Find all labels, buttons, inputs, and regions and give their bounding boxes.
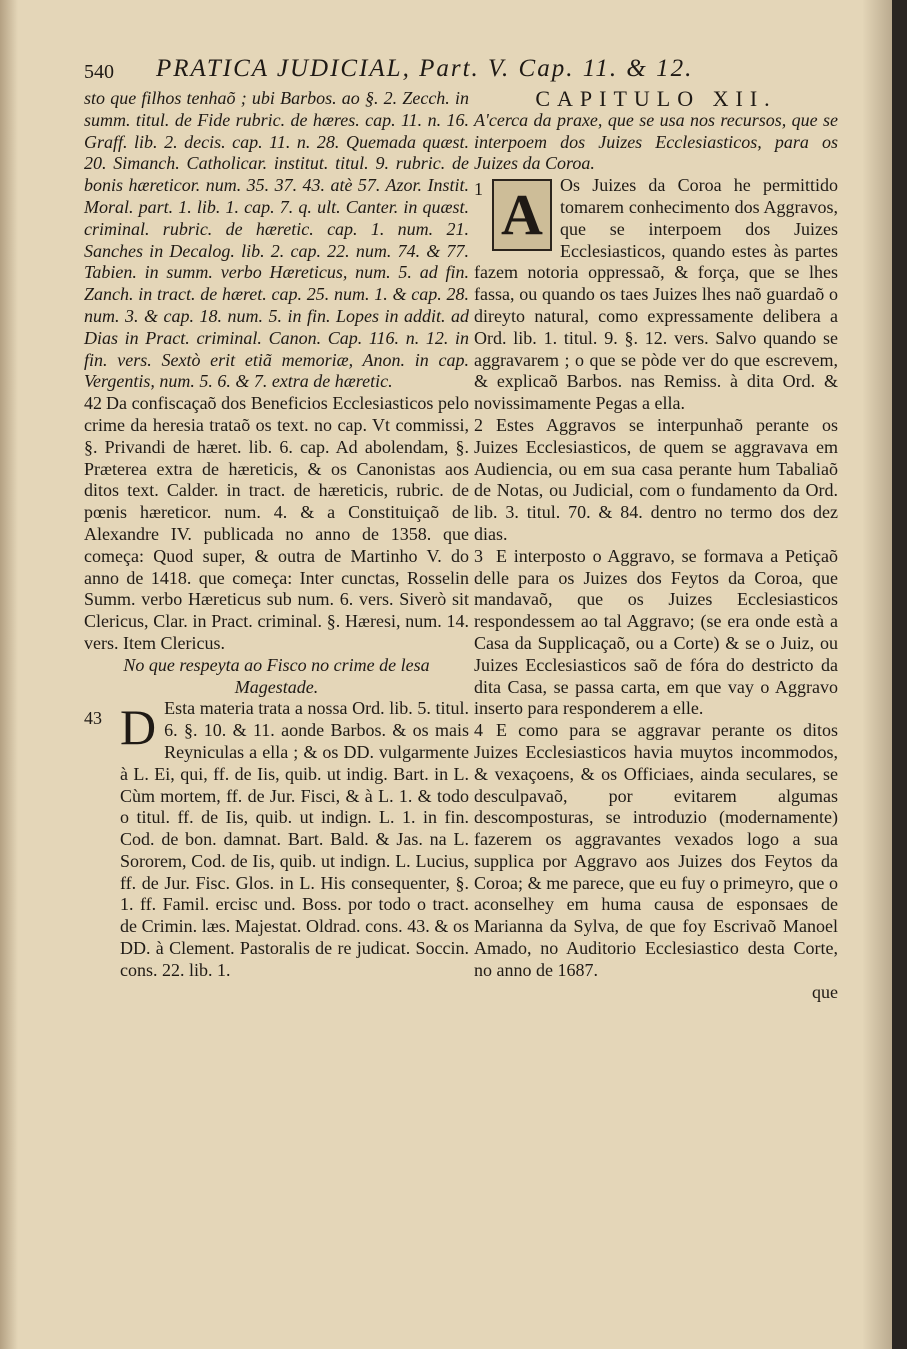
page-edge-shadow — [862, 0, 892, 1349]
paragraph-number: 1 — [474, 179, 483, 200]
paragraph-number: 43 — [84, 708, 102, 729]
paragraph-3 — [474, 546, 838, 720]
paragraph-2 — [474, 415, 838, 546]
left-column — [84, 88, 469, 982]
paragraph-number: 3 — [474, 545, 483, 566]
paragraph-number: 2 — [474, 414, 483, 435]
decorated-initial — [474, 179, 552, 255]
paragraph-text: E como para se aggravar perante os ditos Juizes Ecclesiasticos havia muytos incommodos, & vexaçoens, & os Officiaes, ainda seculares, se desculpavaõ, por evitarem algumas descomposturas, se introduzio (modernamente) fazerem os aggravantes vexados logo a sua supplica por Aggravo aos Juizes dos Feytos da Coroa; & me parece, que eu fuy o primeyro, que o aconselhey em huma causa de esponsaes de Marianna da Sylva, de que foy Escrivaõ Manoel Amado, no Auditorio Ecclesiastico desta Corte, no anno de 1687. — [474, 720, 838, 980]
gutter-shadow — [0, 0, 18, 1349]
running-title: PRATICA JUDICIAL, Part. V. Cap. 11. & 12. — [156, 55, 694, 82]
chapter-summary: A'cerca da praxe, que se usa nos recursos, que se interpoem dos Juizes Ecclesiasticos, para os Juizes da Coroa. — [474, 109, 838, 174]
section-title: No que respeyta ao Fisco no crime de lesa Magestade. — [123, 654, 430, 697]
paragraph-43 — [84, 698, 469, 981]
catchword: que — [812, 981, 838, 1002]
paragraph-text: Esta materia trata a nossa Ord. lib. 5. titul. 6. §. 10. & 11. aonde Barbos. & os mais Reyniculas a ella ; & os DD. vulgarmente à L. Ei, qui, ff. de Iis, quib. ut indig. Bart. in L. Cùm mortem, ff. de Jur. Fisci, & à L. 1. & todo o titul. ff. de Iis, quib. ut indign. L. 1. in fin. Cod. de bon. damnat. Bart. Bald. & Jas. na L. Sororem, Cod. de Iis, quib. ut indign. L. Lucius, ff. de Jur. Fisc. Glos. in L. His consequenter, §. 1. ff. Famil. ercisc und. Boss. por todo o tract. de Crimin. læs. Majestat. Oldrad. cons. 43. & os DD. à Clement. Pastoralis de re judicat. Soccin. cons. 22. lib. 1. — [120, 698, 469, 980]
paragraph-4 — [474, 720, 838, 982]
chapter-heading: CAPITULO XII. — [535, 86, 777, 111]
paragraph-1 — [474, 175, 838, 415]
paragraph-number: 42 — [84, 393, 102, 414]
paragraph-text: E interposto o Aggravo, se formava a Petiçaõ delle para os Juizes dos Feytos da Coroa, que mandavaõ, que os Juizes Ecclesiasticos respondessem ao tal Aggravo; (se era onde està a Casa da Supplicaçaõ, ou a Corte) & se o Juiz, ou Juizes Ecclesiasticos saõ de fóra do destricto da dita Casa, se passa carta, em que vay o Aggravo inserto para responderem a elle. — [474, 545, 838, 719]
page-number: 540 — [84, 61, 114, 83]
paragraph-text: Os Juizes da Coroa he permittido tomarem conhecimento dos Aggravos, que se interpoem dos Juizes Ecclesiasticos, quando estes às partes fazem notoria oppressaõ, & força, que se lhes fassa, ou quando os taes Juizes lhes naõ guardaõ o direyto natural, como expressamente delibera a Ord. lib. 1. titul. 9. §. 12. vers. Salvo quando se aggravarem ; o que se pòde ver do que escrevem, & explicaõ Barbos. nas Remiss. à dita Ord. & novissimamente Pegas a ella. — [474, 175, 838, 414]
paragraph-text: Estes Aggravos se interpunhaõ perante os Juizes Ecclesiasticos, de quem se aggravava em Audiencia, ou em sua casa perante hum Tabaliaõ de Notas, ou Judicial, com o fundamento da Ord. lib. 3. titul. 70. & 84. dentro no termo dos dez dias. — [474, 414, 838, 544]
paragraph-42 — [84, 393, 469, 655]
paragraph-number: 4 — [474, 720, 483, 741]
right-column — [474, 88, 838, 1003]
drop-initial-letter: D — [120, 699, 157, 756]
citation-continuation: sto que filhos tenhaõ ; ubi Barbos. ao §. 2. Zecch. in summ. titul. de Fide rubric. de hæres. cap. 11. n. 16. Graff. lib. 2. decis. cap. 11. n. 28. Quemada quæst. 20. Simanch. Catholicar. institut. titul. 9. rubric. de bonis hæreticor. num. 35. 37. 43. atè 57. Azor. Instit. Moral. part. 1. lib. 1. cap. 7. q. ult. Canter. in quæst. criminal. rubric. de hæretic. cap. 1. num. 21. Sanches in Decalog. lib. 2. cap. 22. num. 74. & 77. Tabien. in summ. verbo Hæreticus, num. 5. ad fin. Zanch. in tract. de hæret. cap. 25. num. 1. & cap. 28. num. 3. & cap. 18. num. 5. in fin. Lopes in addit. ad Dias in Pract. criminal. Canon. Cap. 116. n. 12. in fin. vers. Sextò erit etiã memoriæ, Anon. in cap. Vergentis, num. 5. 6. & 7. extra de hæretic. — [84, 88, 469, 392]
paragraph-text: Da confiscaçaõ dos Beneficios Ecclesiasticos pelo crime da heresia trataõ os text. no cap. Vt commissi, §. Privandi de hæret. lib. 6. cap. Ad abolendam, §. Præterea extra de hæreticis, & os Canonistas aos ditos text. Calder. in tract. de hæreticis, rubric. de pœnis hæreticor. num. 4. & a Constituiçaõ de Alexandre IV. publicada no anno de 1358. que começa: Quod super, & outra de Martinho V. do anno de 1418. que começa: Inter cunctas, Rosselin Summ. verbo Hæreticus sub num. 6. vers. Siverò sit Clericus, Clar. in Pract. criminal. §. Hæresi, num. 14. vers. Item Clericus. — [84, 393, 469, 653]
drop-initial — [84, 699, 157, 756]
decorated-initial-letter: A — [501, 182, 543, 248]
